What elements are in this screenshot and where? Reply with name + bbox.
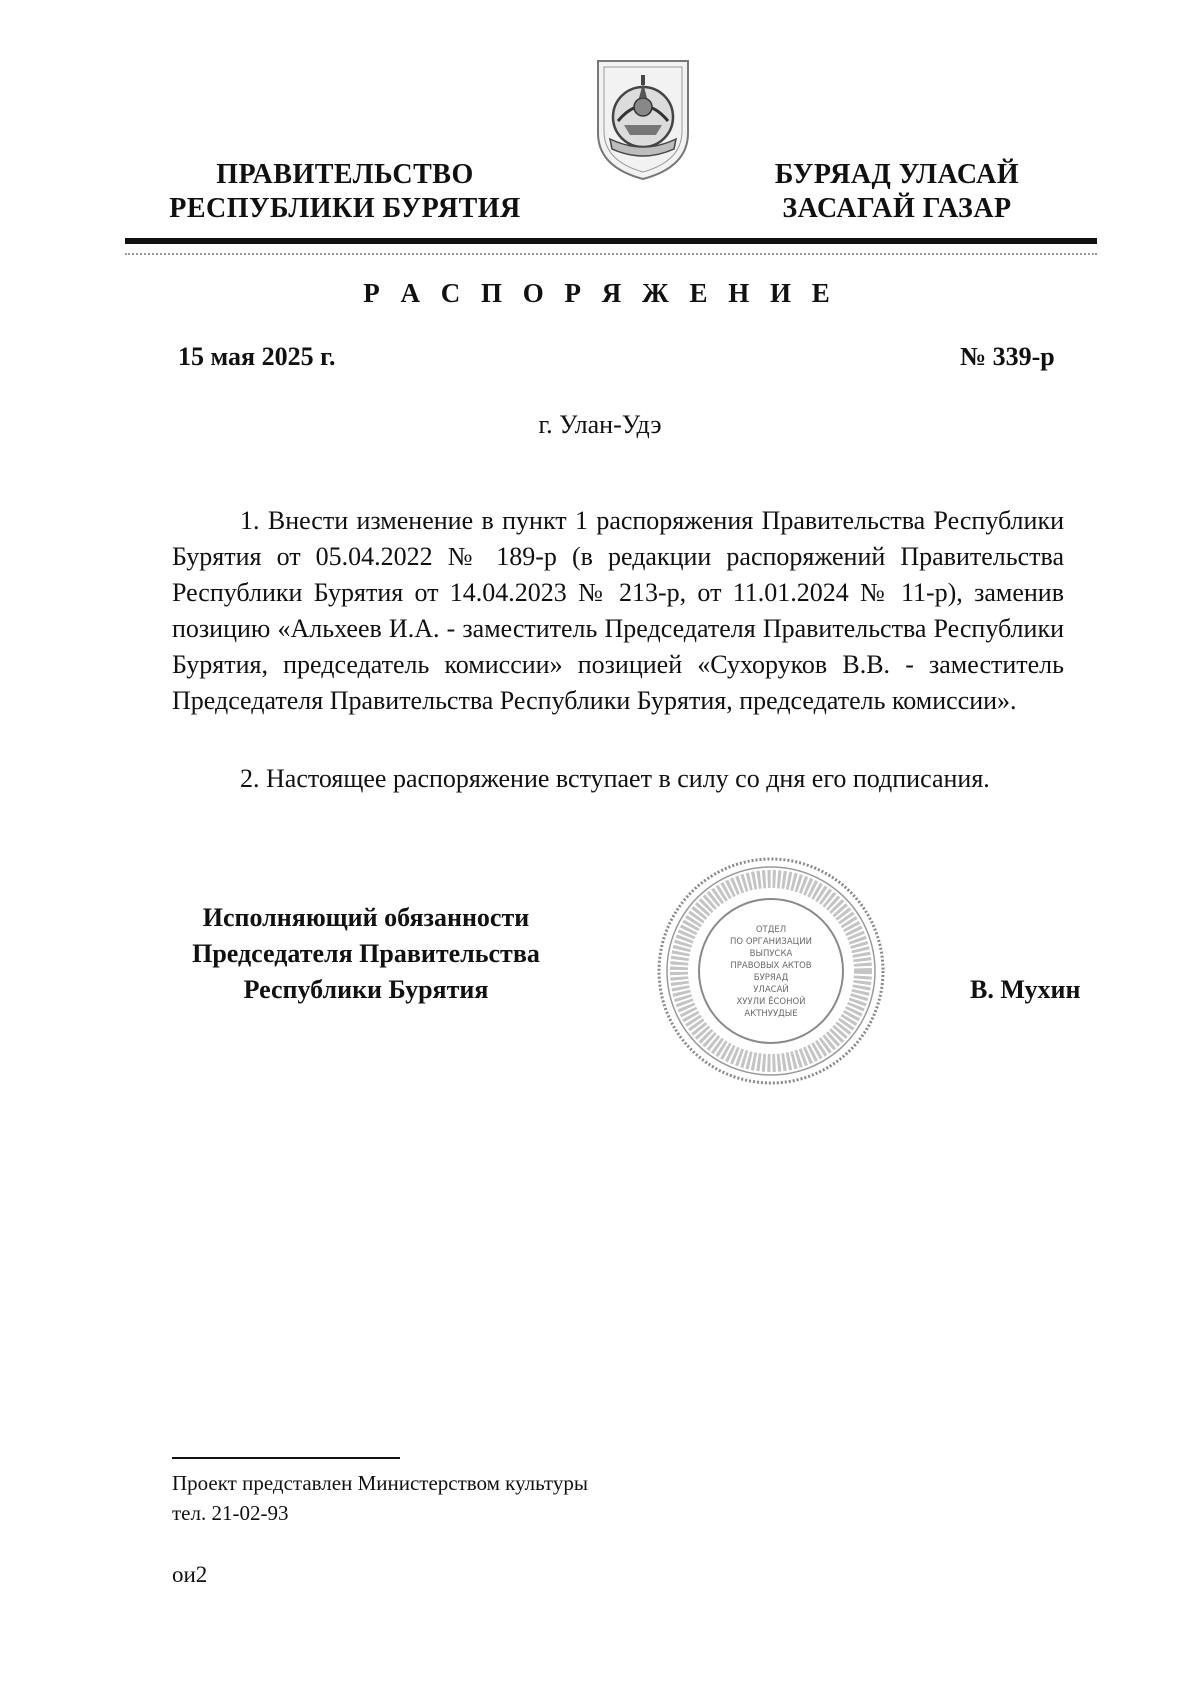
seal-text-line: ПРАВОВЫХ АКТОВ (730, 961, 812, 971)
government-name-russian (160, 158, 530, 226)
document-type-title: Р А С П О Р Я Ж Е Н И Е (363, 278, 837, 308)
signatory-title-line-1: Исполняющий обязанности (202, 903, 530, 932)
order-paragraph-2: 2. Настоящее распоряжение вступает в силу со дня его подписания. (240, 764, 990, 793)
footnote-rule (172, 1457, 400, 1459)
header-thick-rule (125, 238, 1097, 244)
document-city: г. Улан-Удэ (538, 410, 662, 439)
document-code: ои2 (172, 1562, 208, 1587)
order-paragraph-1: 1. Внести изменение в пункт 1 распоряжения Правительства Республики Бурятия от 05.04.2022 № 189-р (в редакции распоряжений Правительства Республики Бурятия от 14.04.2023 № 213-р, от 11.01.2024 № 11-р), заменив позицию «Альхеев И.А. - заместитель Председателя Правительства Республики Бурятия, председатель комиссии» позицией «Сухоруков В.В. - заместитель Председателя Правительства Республики Бурятия, председатель комиссии». (172, 506, 1064, 715)
government-name-buryat-line-1: БУРЯАД УЛАСАЙ (774, 159, 1020, 190)
document-number: № 339-р (960, 342, 1055, 371)
official-seal-stamp (655, 855, 887, 1087)
seal-text-line: БУРЯАД (753, 973, 789, 983)
signatory-title-line-2: Председателя Правительства (192, 939, 540, 968)
signatory-title (160, 900, 572, 1008)
footnote-project-submitted: Проект представлен Министерством культуры (172, 1471, 588, 1495)
seal-text-line: ОТДЕЛ (755, 925, 787, 935)
government-name-buryat (762, 158, 1032, 226)
signatory-title-line-3: Республики Бурятия (243, 975, 489, 1004)
government-name-line-1: ПРАВИТЕЛЬСТВО (216, 159, 474, 190)
seal-text-line: ПО ОРГАНИЗАЦИИ (730, 937, 812, 947)
seal-text-line: ВЫПУСКА (749, 949, 793, 959)
government-name-buryat-line-2: ЗАСАГАЙ ГАЗАР (782, 193, 1012, 224)
seal-text-line: АКТНУУДЫЕ (744, 1009, 798, 1019)
seal-text-line: УЛАСАЙ (753, 985, 789, 995)
government-name-line-2: РЕСПУБЛИКИ БУРЯТИЯ (169, 193, 521, 224)
signatory-name: В. Мухин (970, 975, 1081, 1004)
document-date: 15 мая 2025 г. (178, 342, 336, 371)
header-dotted-rule (125, 253, 1097, 255)
coat-of-arms-emblem (590, 55, 696, 183)
seal-text-line: ХУУЛИ ЁСОНОЙ (736, 997, 806, 1007)
footnote-phone: тел. 21-02-93 (172, 1501, 289, 1525)
